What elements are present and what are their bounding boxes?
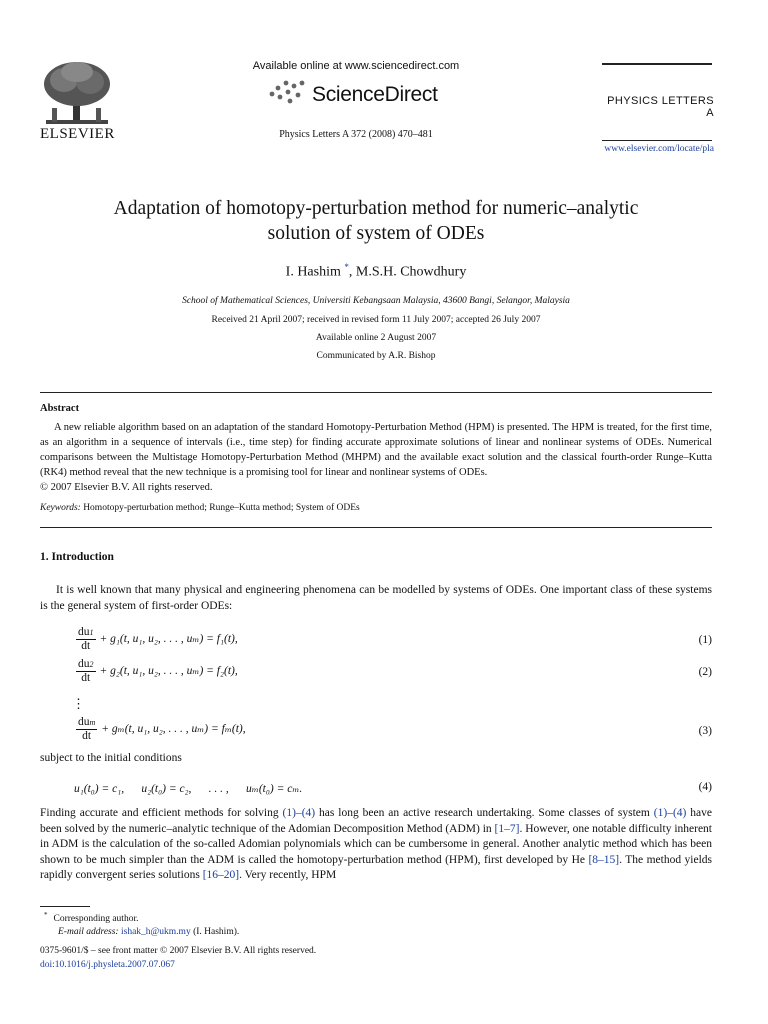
article-title xyxy=(40,196,712,246)
section-heading: 1. Introduction xyxy=(40,551,114,563)
initial-conditions-text: subject to the initial conditions xyxy=(40,752,182,764)
ref-eq-1-4-a[interactable]: (1)–(4) xyxy=(282,807,316,819)
publisher-name: ELSEVIER xyxy=(40,126,115,142)
received-dates: Received 21 April 2007; received in revised form 11 July 2007; accepted 26 July 2007 xyxy=(211,315,541,325)
eq2-fraction: $\frac{du2}{dt}$ xyxy=(78,658,94,684)
ref-1-7[interactable]: [1–7] xyxy=(494,822,520,835)
authors xyxy=(40,262,712,281)
equation-3 xyxy=(76,716,246,743)
sciencedirect-wordmark: ScienceDirect xyxy=(312,83,438,106)
issn-line: 0375-9601/$ – see front matter © 2007 Elsevier B.V. All rights reserved. xyxy=(40,946,317,956)
equation-2 xyxy=(76,658,238,685)
journal-rule-top xyxy=(602,63,712,65)
eq1-fraction: $\frac{du1}{dt}$ xyxy=(78,626,94,652)
available-online-date: Available online 2 August 2007 xyxy=(315,333,437,343)
eq1-label: (1) xyxy=(698,634,712,646)
keywords-list: Homotopy-perturbation method; Runge–Kutta method; System of ODEs xyxy=(80,503,360,513)
eq3-label: (3) xyxy=(698,725,712,737)
keywords xyxy=(40,503,712,513)
footnote xyxy=(40,909,712,939)
title-line-2: solution of system of ODEs xyxy=(267,223,485,244)
citation-line: Physics Letters A 372 (2008) 470–481 xyxy=(279,129,433,140)
footnote-rule xyxy=(40,906,90,907)
email-link[interactable]: ishak_h@ukm.my xyxy=(120,927,191,938)
footnote-email: E-mail address: ishak_h@ukm.my (I. Hashim). xyxy=(58,927,240,938)
available-online-text: Available online at www.sciencedirect.com xyxy=(252,60,460,72)
author-chowdhury: , M.S.H. Chowdhury xyxy=(348,264,467,280)
title-line-1: Adaptation of homotopy-perturbation method for numeric–analytic xyxy=(113,198,639,219)
abstract-rule-bottom xyxy=(40,527,712,528)
intro-paragraph xyxy=(40,583,712,614)
eq2-rhs: + g₂(t, u₁, u₂, . . . , uₘ) = f₂(t), xyxy=(99,665,238,678)
methods-paragraph xyxy=(40,806,712,884)
corresponding-author-link[interactable]: * xyxy=(344,262,349,272)
ref-eq-1-4-b[interactable]: (1)–(4) xyxy=(653,807,687,819)
eq3-rhs: + gₘ(t, u₁, u₂, . . . , uₘ) = fₘ(t), xyxy=(101,723,246,736)
communicated-by: Communicated by A.R. Bishop xyxy=(316,351,436,361)
journal-name: PHYSICS LETTERS A xyxy=(607,95,714,119)
ref-8-15[interactable]: [8–15] xyxy=(588,853,620,866)
equation-1 xyxy=(76,626,238,653)
keywords-label: Keywords: xyxy=(40,503,81,513)
abstract-copyright: © 2007 Elsevier B.V. All rights reserved. xyxy=(40,482,213,493)
abstract-heading: Abstract xyxy=(40,403,80,414)
intro-text: It is well known that many physical and engineering phenomena can be modelled by systems of ODEs. One important class of these systems is the general system of first-order ODEs: xyxy=(40,584,712,612)
journal-rule-bottom xyxy=(602,140,712,141)
elsevier-logo xyxy=(40,60,114,130)
ref-16-20[interactable]: [16–20] xyxy=(202,869,240,881)
footnote-mark: * xyxy=(44,911,48,919)
author-hashim: I. Hashim xyxy=(285,264,341,280)
affiliation: School of Mathematical Sciences, Universiti Kebangsaan Malaysia, 43600 Bangi, Selangor, Malaysia xyxy=(182,296,570,306)
sciencedirect-logo xyxy=(266,78,310,104)
footnote-corresponding: * Corresponding author. xyxy=(44,911,139,925)
equation-4: u₁(t₀) = c₁, u₂(t₀) = c₂, . . . , uₘ(t₀) = cₘ. xyxy=(74,783,303,795)
eq2-label: (2) xyxy=(698,666,712,678)
eq3-fraction: $\frac{\text{dum}}{dt}$ xyxy=(78,716,96,742)
abstract-body xyxy=(40,420,712,495)
abstract-text: A new reliable algorithm based on an adaptation of the standard Homotopy-Perturbation Method (HPM) is presented. The HPM is treated, for the first time, as an algorithm in a sequence of intervals (i.e., time step) for finding accurate approximate solutions of linear and nonlinear systems of ODEs. Numerical comparisons between the Multistage Homotopy-Perturbation Method (MHPM) and the available exact solution and the classical fourth-order Runge–Kutta (RK4) method reveal that the new technique is a promising tool for linear and nonlinear systems of ODEs. xyxy=(40,422,712,478)
methods-text: Finding accurate and efficient methods for solving (1)–(4) has long been an active research undertaking. Some classes of system (1)–(4) have been solved by the numeric–analytic technique of the Adomian Decomposition Method (ADM) in [1–7]. However, one notable difficulty inherent in ADM is the calculation of the so-called Adomian polynomials which can be cumbersome in general. Another analytic method which has been shown to be much simpler than the ADM is called the homotopy-perturbation method (HPM), first developed by He [8–15]. The method yields rapidly convergent series solutions [16–20]. Very recently, HPM xyxy=(40,807,713,881)
abstract-rule-top xyxy=(40,392,712,393)
eq1-rhs: + g₁(t, u₁, u₂, . . . , uₘ) = f₁(t), xyxy=(99,633,238,646)
eq4-label: (4) xyxy=(698,781,712,793)
doi-link[interactable]: doi:10.1016/j.physleta.2007.07.067 xyxy=(40,960,175,970)
journal-url-link[interactable]: www.elsevier.com/locate/pla xyxy=(604,144,714,154)
vertical-ellipsis: ⋮ xyxy=(72,696,85,711)
